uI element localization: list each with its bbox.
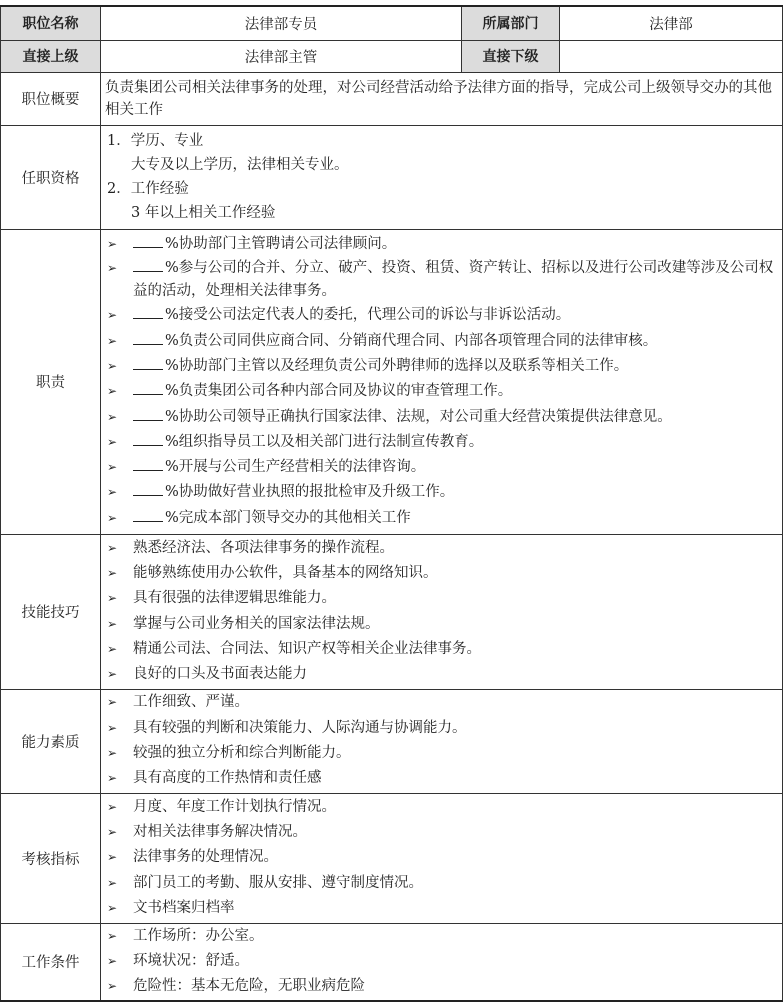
kpis-cell: [101, 793, 783, 923]
condition-item: [105, 949, 778, 974]
bullet-arrow-icon: ➢: [107, 485, 118, 500]
skills-row: [1, 534, 783, 689]
competencies-list: [105, 690, 778, 791]
bullet-arrow-icon: ➢: [107, 771, 118, 786]
bullet-arrow-icon: ➢: [107, 695, 118, 710]
skill-item: [105, 637, 778, 662]
skill-item: [105, 662, 778, 687]
list-item-text: %协助部门主管以及经理负责公司外聘律师的选择以及联系等相关工作。: [165, 357, 629, 374]
bullet-arrow-icon: ➢: [107, 746, 118, 760]
list-item-text: 月度、年度工作计划执行情况。: [133, 798, 336, 815]
list-item-text: %负责集团公司各种内部合同及协议的审查管理工作。: [165, 383, 513, 400]
list-item-text: 危险性：基本无危险，无职业病危险: [133, 978, 365, 995]
duties-row: [1, 229, 783, 534]
bullet-arrow-icon: ➢: [107, 591, 118, 606]
duty-item: [105, 379, 778, 404]
percentage-blank: [133, 257, 163, 272]
percentage-blank: [133, 456, 163, 471]
duties-label: 职责: [1, 229, 101, 534]
bullet-arrow-icon: ➢: [107, 565, 118, 580]
list-item-text: 良好的口头及书面表达能力: [133, 666, 307, 683]
bullet-arrow-icon: ➢: [107, 333, 118, 348]
kpis-label: 考核指标: [1, 793, 101, 923]
overview-row: [1, 72, 783, 125]
list-item-text: 具有高度的工作热情和责任感: [133, 770, 322, 787]
list-item-text: 文书档案归档率: [133, 899, 235, 916]
list-item-text: %参与公司的合并、分立、破产、投资、租赁、资产转让、招标以及进行公司改建等涉及公司权益的活动，处理相关法律事务。: [133, 260, 774, 300]
percentage-blank: [133, 380, 163, 395]
list-item-text: %完成本部门领导交办的其他相关工作: [165, 509, 411, 526]
skills-label: 技能技巧: [1, 534, 101, 689]
overview-text: 负责集团公司相关法律事务的处理，对公司经营活动给予法律方面的指导，完成公司上级领导交办的其他相关工作: [105, 79, 772, 118]
skill-item: [105, 612, 778, 637]
list-item-text: %协助公司领导正确执行国家法律、法规，对公司重大经营决策提供法律意见。: [165, 408, 672, 425]
kpis-row: [1, 793, 783, 923]
duty-item: [105, 455, 778, 480]
list-item-text: 工作场所：办公室。: [133, 927, 264, 944]
conditions-row: [1, 923, 783, 1001]
kpis-list: [105, 795, 778, 921]
list-item-text: 部门员工的考勤、服从安排、遵守制度情况。: [133, 874, 423, 891]
skills-list: [105, 536, 778, 688]
list-item-text: %组织指导员工以及相关部门进行法制宣传教育。: [165, 433, 484, 450]
percentage-blank: [133, 233, 163, 248]
kpi-item: [105, 871, 778, 896]
bullet-arrow-icon: ➢: [107, 358, 118, 373]
duty-item: [105, 506, 778, 531]
duty-item: [105, 303, 778, 328]
qualifications-label: 任职资格: [1, 125, 101, 229]
header-row-1: [1, 6, 783, 40]
bullet-arrow-icon: ➢: [107, 434, 118, 449]
bullet-arrow-icon: ➢: [107, 720, 118, 735]
bullet-arrow-icon: ➢: [107, 875, 118, 890]
qualifications-row: [1, 125, 783, 229]
competency-item: [105, 716, 778, 741]
bullet-arrow-icon: ➢: [107, 409, 118, 424]
duties-list: [105, 232, 778, 531]
overview-cell: [101, 72, 783, 125]
qualifications-cell: [101, 125, 783, 229]
skills-cell: [101, 534, 783, 689]
competency-item: [105, 766, 778, 791]
percentage-blank: [133, 304, 163, 319]
bullet-arrow-icon: ➢: [107, 261, 118, 276]
list-item-text: %协助做好营业执照的报批检审及升级工作。: [165, 484, 455, 501]
list-item-text: 环境状况：舒适。: [133, 953, 249, 970]
duty-item: [105, 480, 778, 505]
competency-item: [105, 690, 778, 715]
conditions-list: [105, 924, 778, 1000]
list-item-text: %协助部门主管聘请公司法律顾问。: [165, 236, 397, 253]
duty-item: [105, 405, 778, 430]
duty-item: [105, 354, 778, 379]
bullet-arrow-icon: ➢: [107, 979, 118, 994]
bullet-arrow-icon: ➢: [107, 540, 118, 555]
duty-item: [105, 232, 778, 257]
subordinate-value: [560, 40, 783, 72]
list-item-text: 掌握与公司业务相关的国家法律法规。: [133, 615, 380, 632]
duty-item: [105, 257, 778, 303]
bullet-arrow-icon: ➢: [107, 384, 118, 399]
list-item-text: %接受公司法定代表人的委托，代理公司的诉讼与非诉讼活动。: [165, 307, 571, 324]
qualification-title: 1．学历、专业: [107, 133, 204, 149]
bullet-arrow-icon: ➢: [107, 460, 118, 475]
percentage-blank: [133, 507, 163, 522]
bullet-arrow-icon: ➢: [107, 850, 118, 865]
duties-cell: [101, 229, 783, 534]
competencies-row: [1, 689, 783, 793]
list-item-text: 具有很强的法律逻辑思维能力。: [133, 590, 336, 607]
superior-value: 法律部主管: [101, 40, 462, 72]
list-item-text: 熟悉经济法、各项法律事务的操作流程。: [133, 539, 394, 556]
competencies-cell: [101, 689, 783, 793]
header-row-2: [1, 40, 783, 72]
bullet-arrow-icon: ➢: [107, 308, 118, 323]
condition-item: [105, 924, 778, 949]
qualification-detail: 3 年以上相关工作经验: [131, 205, 276, 221]
bullet-arrow-icon: ➢: [107, 237, 118, 252]
bullet-arrow-icon: ➢: [107, 667, 118, 682]
kpi-item: [105, 845, 778, 870]
superior-label: 直接上级: [1, 40, 101, 72]
skill-item: [105, 536, 778, 561]
skill-item: [105, 586, 778, 611]
job-description-table: [0, 5, 783, 1002]
duty-item: [105, 430, 778, 455]
list-item-text: 对相关法律事务解决情况。: [133, 824, 307, 841]
list-item-text: 较强的独立分析和综合判断能力。: [133, 745, 351, 761]
position-name-value: 法律部专员: [101, 6, 462, 40]
list-item-text: 能够熟练使用办公软件，具备基本的网络知识。: [133, 564, 438, 581]
competencies-label: 能力素质: [1, 689, 101, 793]
list-item-text: %开展与公司生产经营相关的法律咨询。: [165, 459, 426, 476]
bullet-arrow-icon: ➢: [107, 616, 118, 631]
list-item-text: 具有较强的判断和决策能力、人际沟通与协调能力。: [133, 719, 467, 736]
kpi-item: [105, 896, 778, 921]
percentage-blank: [133, 481, 163, 496]
kpi-item: [105, 795, 778, 820]
bullet-arrow-icon: ➢: [107, 510, 118, 525]
bullet-arrow-icon: ➢: [107, 900, 118, 915]
percentage-blank: [133, 355, 163, 370]
bullet-arrow-icon: ➢: [107, 641, 118, 656]
percentage-blank: [133, 330, 163, 345]
list-item-text: 工作细致、严谨。: [133, 694, 249, 711]
list-item-text: %负责公司同供应商合同、分销商代理合同、内部各项管理合同的法律审核。: [165, 332, 658, 349]
duty-item: [105, 329, 778, 354]
qualification-detail: 大专及以上学历，法律相关专业。: [131, 157, 349, 173]
bullet-arrow-icon: ➢: [107, 928, 118, 943]
list-item-text: 精通公司法、合同法、知识产权等相关企业法律事务。: [133, 640, 481, 657]
percentage-blank: [133, 406, 163, 421]
condition-item: [105, 974, 778, 999]
qualification-title: 2．工作经验: [107, 181, 189, 197]
percentage-blank: [133, 431, 163, 446]
skill-item: [105, 561, 778, 586]
overview-label: 职位概要: [1, 72, 101, 125]
subordinate-label: 直接下级: [462, 40, 560, 72]
department-label: 所属部门: [462, 6, 560, 40]
conditions-label: 工作条件: [1, 923, 101, 1001]
position-name-label: 职位名称: [1, 6, 101, 40]
kpi-item: [105, 820, 778, 845]
bullet-arrow-icon: ➢: [107, 825, 118, 840]
department-value: 法律部: [560, 6, 783, 40]
competency-item: [105, 741, 778, 766]
bullet-arrow-icon: ➢: [107, 954, 118, 969]
conditions-cell: [101, 923, 783, 1001]
bullet-arrow-icon: ➢: [107, 799, 118, 814]
list-item-text: 法律事务的处理情况。: [133, 849, 278, 866]
